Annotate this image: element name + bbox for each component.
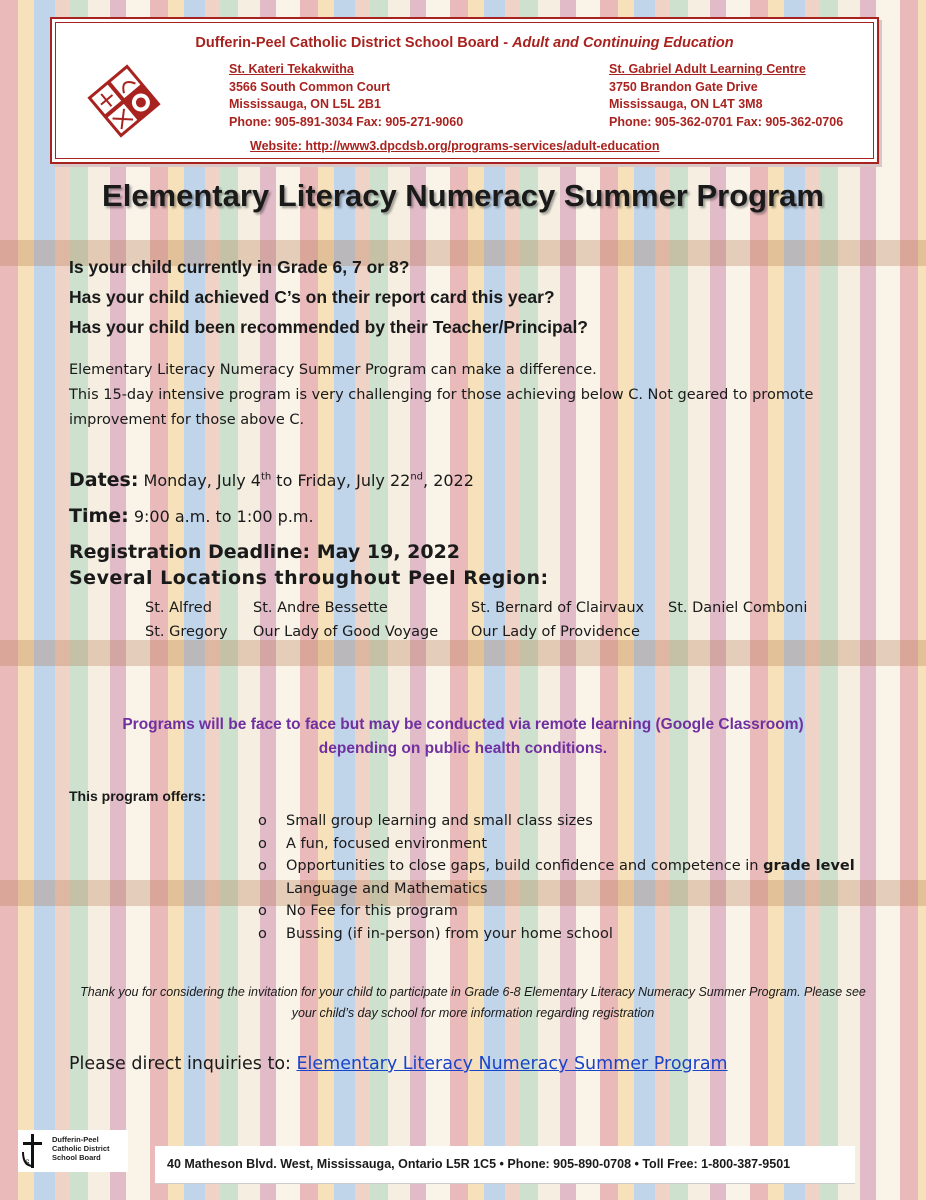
school-name: St. Bernard of Clairvaux [471,600,645,616]
registration-deadline: Registration Deadline: May 19, 2022 [69,541,461,563]
school-name: Our Lady of Good Voyage [253,624,439,640]
kateri-phone: Phone: 905-891-3034 Fax: 905-271-9060 [229,114,464,129]
schools-column-4 [668,596,807,620]
footer-address: 40 Matheson Blvd. West, Mississauga, Ontario L5R 1C5 • Phone: 905-890-0708 • Toll Free: 1-800-387-9501 [167,1157,791,1171]
list-item [258,833,868,856]
page-title: Elementary Literacy Numeracy Summer Program [102,178,824,213]
eligibility-questions [69,252,588,342]
list-item [258,923,868,946]
inquiry-link[interactable]: Elementary Literacy Numeracy Summer Program [296,1054,728,1074]
dates-year: , 2022 [423,471,474,490]
school-name: St. Gregory [145,624,228,640]
dates-row [69,462,474,498]
footer-logo-line: Dufferin-Peel [52,1135,99,1144]
background-shelf [0,640,926,666]
kateri-name[interactable]: St. Kateri Tekakwitha [229,62,354,76]
gabriel-street: 3750 Brandon Gate Drive [609,79,758,94]
kateri-street: 3566 South Common Court [229,79,391,94]
gabriel-city: Mississauga, ON L4T 3M8 [609,97,763,111]
remote-notice-line-1: Programs will be face to face but may be conducted via remote learning (Google Classroom) [122,716,804,733]
bullet-icon: o [258,835,267,852]
list-item [258,855,868,900]
school-name: St. Daniel Comboni [668,600,808,616]
offer-text: Small group learning and small class sizes [286,813,593,829]
locations-title: Several Locations throughout Peel Region: [69,567,549,589]
dates-end: to Friday, July 22 [271,471,411,490]
intro-line-1: Elementary Literacy Numeracy Summer Program can make a difference. [69,362,597,378]
bullet-icon: o [258,858,267,874]
offers-title: This program offers: [69,788,206,804]
school-name: St. Alfred [145,600,212,616]
time-row [69,498,474,534]
header-box [50,17,879,164]
schools-column-1 [145,596,228,644]
footer-logo [18,1130,128,1172]
time-value: 9:00 a.m. to 1:00 p.m. [128,507,314,526]
offer-text: No Fee for this program [286,903,458,919]
school-name: St. Andre Bessette [253,600,388,616]
thank-you-note: Thank you for considering the invitation for your child to participate in Grade 6-8 Elementary Literacy Numeracy Summer Program. Please see your child’s day school for more information regarding registration [80,985,866,1020]
offer-text: Bussing (if in-person) from your home school [286,925,613,942]
list-item [258,810,868,833]
question-grade: Is your child currently in Grade 6, 7 or 8? [69,257,410,277]
bullet-icon: o [258,813,267,829]
offer-text: A fun, focused environment [286,835,488,852]
website-link[interactable]: Website: http://www3.dpcdsb.org/programs-services/adult-education [250,139,660,153]
dates-start: Monday, July 4 [138,471,261,490]
footer-contact-bar [155,1146,855,1184]
intro-text [69,358,869,433]
gabriel-name[interactable]: St. Gabriel Adult Learning Centre [609,62,806,76]
remote-learning-notice [60,713,866,761]
address-kateri [229,61,463,131]
address-gabriel [609,61,843,131]
offer-text: Opportunities to close gaps, build confidence and competence in [286,858,764,874]
offer-emphasis: grade level [763,858,855,874]
inquiry-text: Please direct inquiries to: [69,1054,297,1074]
board-name: Dufferin-Peel Catholic District School Board [195,35,500,51]
board-division: Adult and Continuing Education [512,35,734,51]
question-report-card: Has your child achieved C’s on their report card this year? [69,287,555,307]
bullet-icon: o [258,925,267,942]
question-recommended: Has your child been recommended by their Teacher/Principal? [69,317,588,337]
offers-list [258,810,868,945]
inquiry-line [69,1054,728,1074]
svg-text:S: S [25,1159,30,1167]
school-name: Our Lady of Providence [471,624,640,640]
gabriel-phone: Phone: 905-362-0701 Fax: 905-362-0706 [609,114,844,129]
time-label: Time: [69,505,129,527]
schools-column-2 [253,596,438,644]
list-item [258,900,868,923]
dates-end-suffix: nd [410,471,424,483]
dates-label: Dates: [69,469,139,491]
board-title [52,35,877,51]
footer-logo-line: Catholic District [52,1144,110,1153]
bullet-icon: o [258,903,267,919]
board-logo-icon [82,59,166,143]
offer-text: Language and Mathematics [286,880,488,897]
program-details [69,462,474,570]
kateri-city: Mississauga, ON L5L 2B1 [229,97,381,111]
schools-column-3 [471,596,644,644]
deadline-row [69,534,474,570]
intro-line-2: This 15-day intensive program is very challenging for those achieving below C. Not geared to promote improvement for those above C. [69,387,814,428]
board-cross-icon [20,1132,46,1170]
footer-logo-line: School Board [52,1153,101,1162]
remote-notice-line-2: depending on public health conditions. [318,740,608,757]
dates-start-suffix: th [260,471,272,483]
footer-logo-text [52,1135,110,1162]
board-separator: - [499,35,513,51]
